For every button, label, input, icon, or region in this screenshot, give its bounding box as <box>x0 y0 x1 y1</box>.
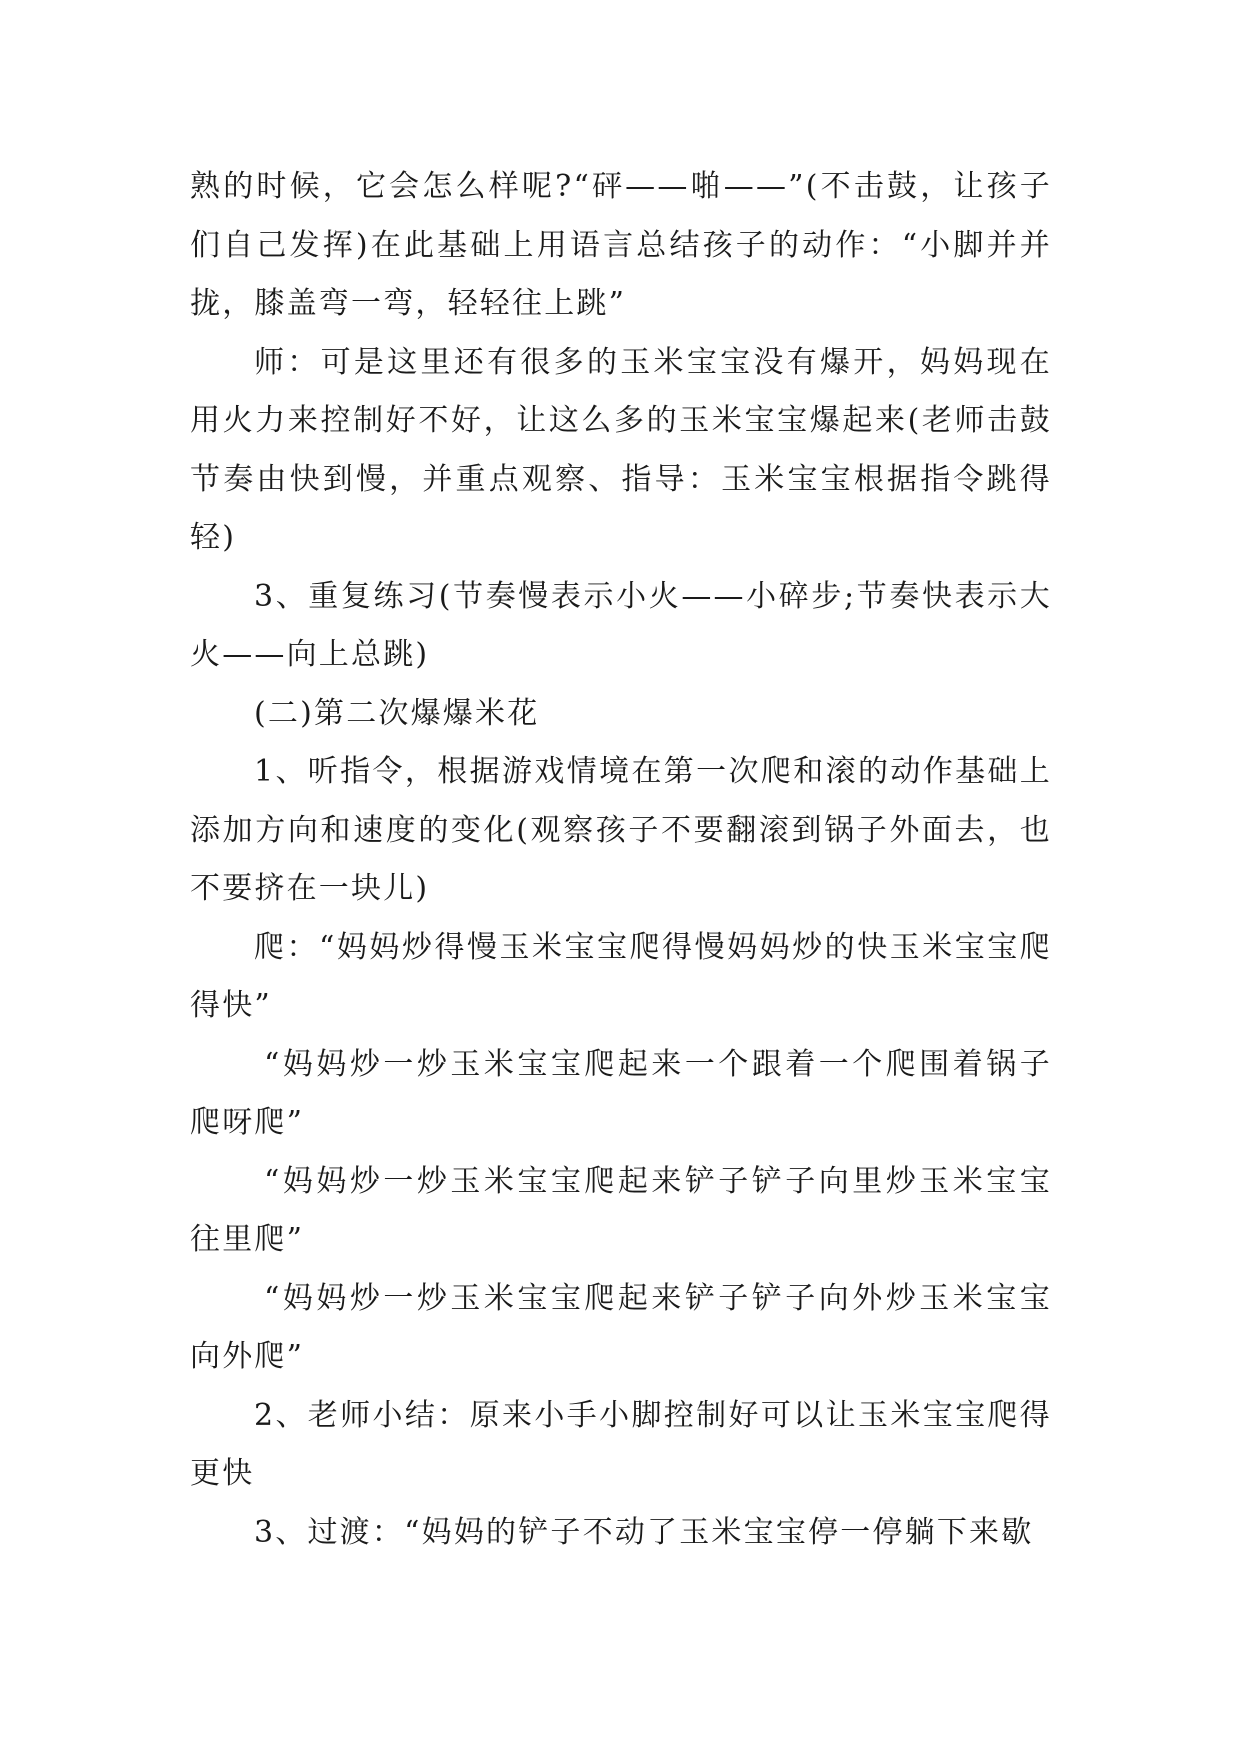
paragraph-9: “妈妈炒一炒玉米宝宝爬起来铲子铲子向外炒玉米宝宝向外爬” <box>190 1280 1052 1374</box>
paragraph-2: 师：可是这里还有很多的玉米宝宝没有爆开，妈妈现在用火力来控制好不好，让这么多的玉米宝宝爆起来(老师击鼓节奏由快到慢，并重点观察、指导：玉米宝宝根据指令跳得轻) <box>190 344 1052 555</box>
paragraph-7: “妈妈炒一炒玉米宝宝爬起来一个跟着一个爬围着锅子爬呀爬” <box>190 1046 1052 1140</box>
paragraph-3: 3、重复练习(节奏慢表示小火——小碎步;节奏快表示大火——向上总跳) <box>190 578 1052 672</box>
section-heading: (二)第二次爆爆米花 <box>254 695 540 731</box>
paragraph-10: 2、老师小结：原来小手小脚控制好可以让玉米宝宝爬得更快 <box>190 1397 1052 1491</box>
document-body <box>190 158 1052 1562</box>
paragraph-5: 1、听指令，根据游戏情境在第一次爬和滚的动作基础上添加方向和速度的变化(观察孩子不要翻滚到锅子外面去，也不要挤在一块儿) <box>190 754 1052 906</box>
paragraph-8: “妈妈炒一炒玉米宝宝爬起来铲子铲子向里炒玉米宝宝往里爬” <box>190 1163 1052 1257</box>
paragraph-6: 爬：“妈妈炒得慢玉米宝宝爬得慢妈妈炒的快玉米宝宝爬得快” <box>190 929 1052 1023</box>
paragraph-1: 熟的时候，它会怎么样呢?“砰——啪——”(不击鼓，让孩子们自己发挥)在此基础上用语言总结孩子的动作：“小脚并并拢，膝盖弯一弯，轻轻往上跳” <box>190 169 1052 321</box>
paragraph-11: 3、过渡：“妈妈的铲子不动了玉米宝宝停一停躺下来歇 <box>254 1514 1034 1550</box>
